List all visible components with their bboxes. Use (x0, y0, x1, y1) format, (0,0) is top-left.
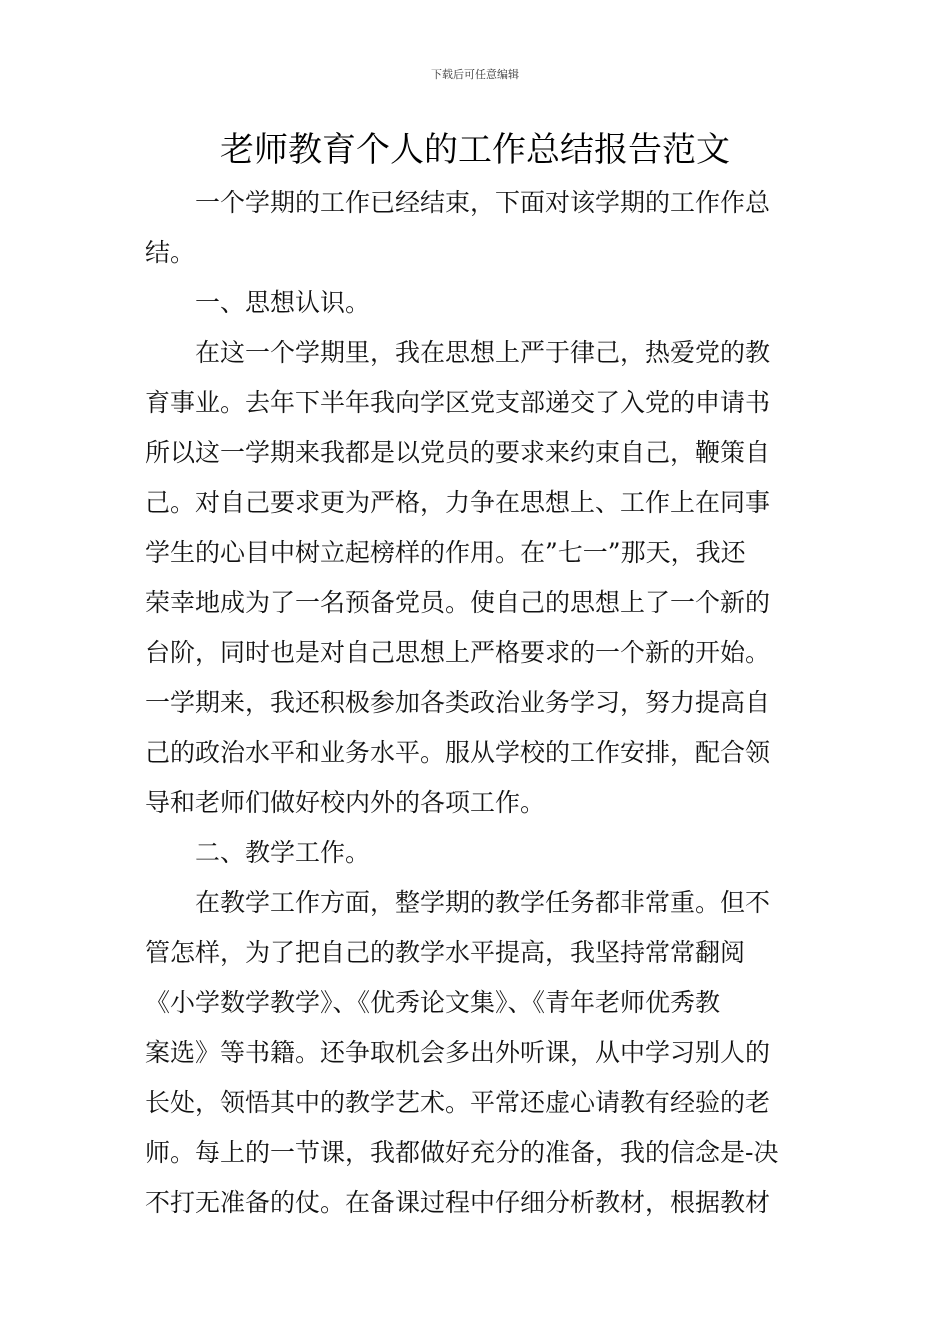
section-heading: 二、教学工作。 (195, 838, 371, 867)
paragraph-line: 不打无准备的仗。在备课过程中仔细分析教材，根据教材 (145, 1188, 771, 1217)
paragraph-line: 一学期来，我还积极参加各类政治业务学习，努力提高自 (145, 688, 771, 717)
paragraph-line: 己。对自己要求更为严格，力争在思想上、工作上在同事 (145, 488, 771, 517)
section-heading: 一、思想认识。 (195, 288, 371, 317)
paragraph-line: 长处，领悟其中的教学艺术。平常还虚心请教有经验的老 (145, 1088, 771, 1117)
paragraph-line: 导和老师们做好校内外的各项工作。 (145, 788, 546, 817)
paragraph-line: 结。 (145, 238, 196, 267)
paragraph-line: 在教学工作方面，整学期的教学任务都非常重。但不 (195, 888, 771, 917)
header-note: 下载后可任意编辑 (431, 68, 519, 81)
paragraph-line: 案选》等书籍。还争取机会多出外听课，从中学习别人的 (145, 1038, 771, 1067)
paragraph-line: 管怎样，为了把自己的教学水平提高，我坚持常常翻阅 (145, 938, 746, 967)
paragraph-line: 一个学期的工作已经结束，下面对该学期的工作作总 (195, 188, 771, 217)
paragraph-line: 在这一个学期里，我在思想上严于律己，热爱党的教 (195, 338, 771, 367)
paragraph-line: 所以这一学期来我都是以党员的要求来约束自己，鞭策自 (145, 438, 771, 467)
paragraph-line: 己的政治水平和业务水平。服从学校的工作安排，配合领 (145, 738, 771, 767)
paragraph-line: 育事业。去年下半年我向学区党支部递交了入党的申请书 (145, 388, 771, 417)
document-body (145, 178, 810, 1228)
paragraph-line: 学生的心目中树立起榜样的作用。在”七一”那天，我还 (145, 538, 746, 567)
paragraph-line: 师。每上的一节课，我都做好充分的准备，我的信念是-决 (145, 1138, 779, 1167)
document-title: 老师教育个人的工作总结报告范文 (220, 130, 730, 170)
paragraph-line: 《小学数学教学》、《优秀论文集》、《青年老师优秀教 (145, 988, 721, 1017)
paragraph-line: 荣幸地成为了一名预备党员。使自己的思想上了一个新的 (145, 588, 771, 617)
paragraph-line: 台阶，同时也是对自己思想上严格要求的一个新的开始。 (145, 638, 771, 667)
